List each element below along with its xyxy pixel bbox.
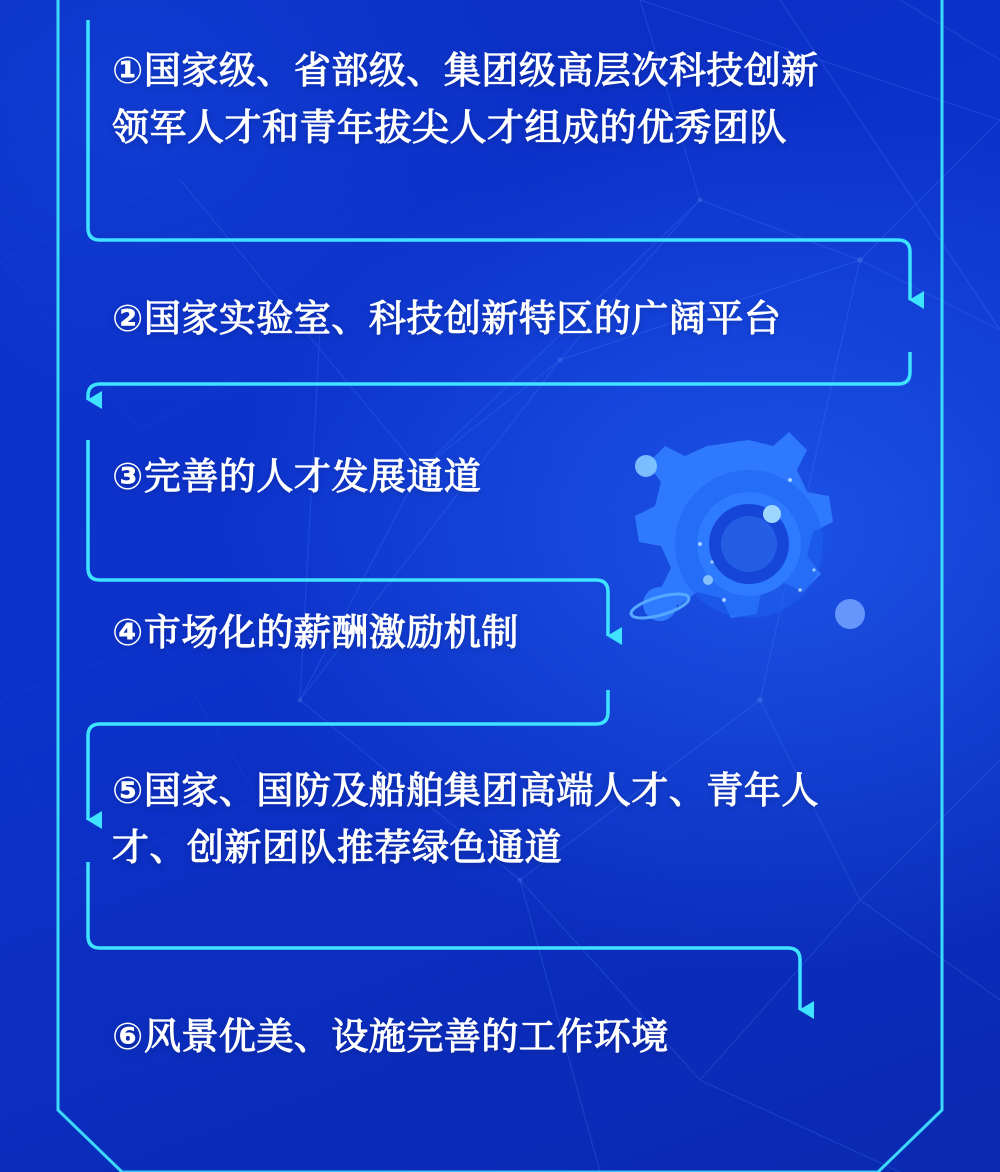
list-item-line: ①国家级、省部级、集团级高层次科技创新 <box>112 50 819 91</box>
list-item-line: 领军人才和青年拔尖人才组成的优秀团队 <box>112 107 787 149</box>
list-item-line: ④市场化的薪酬激励机制 <box>112 612 519 653</box>
list-item <box>112 762 942 877</box>
list-item <box>112 604 632 661</box>
list-item <box>112 1008 812 1065</box>
gear-decoration <box>604 404 894 684</box>
sparkle-dots <box>698 478 816 602</box>
list-item <box>112 290 912 347</box>
list-item-line: ⑤国家、国防及船舶集团高端人才、青年人 <box>112 770 819 811</box>
list-item-line: 才、创新团队推荐绿色通道 <box>112 827 562 869</box>
list-item-line: ③完善的人才发展通道 <box>112 456 482 497</box>
list-item-line: ⑥风景优美、设施完善的工作环境 <box>112 1016 669 1057</box>
list-item <box>112 42 942 157</box>
planet-icon <box>629 587 692 623</box>
list-item <box>112 448 672 505</box>
list-item-line: ②国家实验室、科技创新特区的广阔平台 <box>112 298 782 339</box>
